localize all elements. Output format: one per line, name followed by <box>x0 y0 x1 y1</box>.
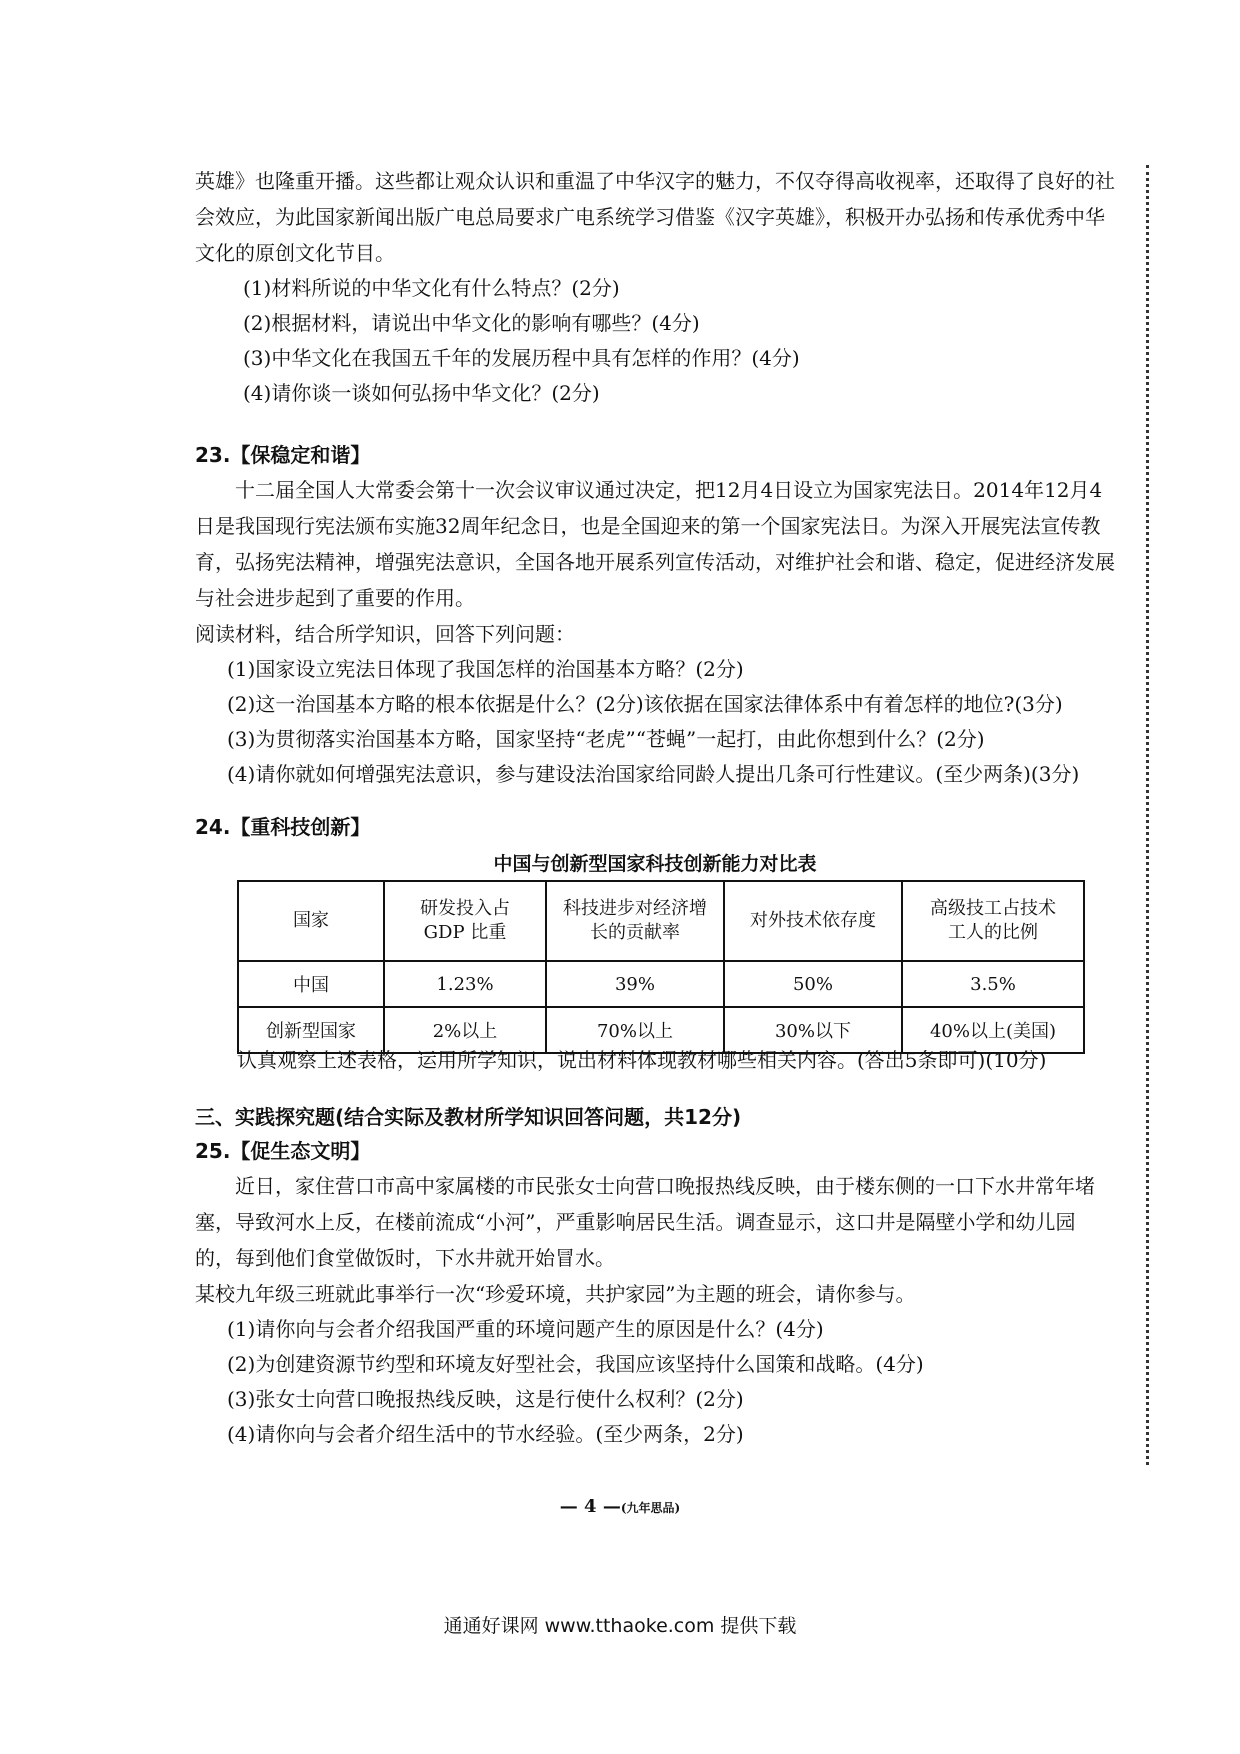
section3-heading: 三、实践探究题(结合实际及教材所学知识回答问题，共12分) <box>195 1105 742 1129</box>
q23-heading: 23.【保稳定和谐】 <box>195 443 371 467</box>
download-credit: 通通好课网 www.tthaoke.com 提供下载 <box>443 1615 797 1637</box>
comparison-table <box>237 880 1085 1054</box>
q25-question-3: (3)张女士向营口晚报热线反映，这是行使什么权利？(2分) <box>227 1387 744 1411</box>
q22-question-2: (2)根据材料，请说出中华文化的影响有哪些？(4分) <box>243 311 700 335</box>
binding-dotted-line <box>1146 165 1149 1465</box>
q22-continuation <box>195 163 1115 411</box>
q23-question-2: (2)这一治国基本方略的根本依据是什么？(2分)该依据在国家法律体系中有着怎样的地位?(3分) <box>227 692 1063 716</box>
table-header-cell: 对外技术依存度 <box>724 881 902 961</box>
q24-question: 认真观察上述表格，运用所学知识，说出材料体现教材哪些相关内容。(答出5条即可)(10分) <box>237 1048 1047 1072</box>
page-number <box>0 1496 1240 1517</box>
table-cell: 3.5% <box>902 961 1084 1007</box>
q25-question-1: (1)请你向与会者介绍我国严重的环境问题产生的原因是什么？(4分) <box>227 1317 824 1341</box>
q25-question-4: (4)请你向与会者介绍生活中的节水经验。(至少两条，2分) <box>227 1422 744 1446</box>
table-row <box>238 961 1084 1007</box>
page-number-text: — 4 — <box>559 1496 621 1517</box>
table-header-cell: 高级技工占技术 工人的比例 <box>902 881 1084 961</box>
q22-paragraph: 英雄》也隆重开播。这些都让观众认识和重温了中华汉字的魅力，不仅夺得高收视率，还取得了良好的社会效应，为此国家新闻出版广电总局要求广电系统学习借鉴《汉字英雄》，积极开办弘扬和传承优秀中华文化的原创文化节目。 <box>195 169 1115 265</box>
table-header-cell: 国家 <box>238 881 384 961</box>
q23-question-3: (3)为贯彻落实治国基本方略，国家坚持“老虎”“苍蝇”一起打，由此你想到什么？(2分) <box>227 727 985 751</box>
q24-section <box>195 810 1115 844</box>
q25-heading: 25.【促生态文明】 <box>195 1139 371 1163</box>
table-cell: 中国 <box>238 961 384 1007</box>
q25-section <box>195 1100 1115 1452</box>
q25-paragraph: 近日，家住营口市高中家属楼的市民张女士向营口晚报热线反映，由于楼东侧的一口下水井常年堵塞，导致河水上反，在楼前流成“小河”，严重影响居民生活。调查显示，这口井是隔壁小学和幼儿园的，每到他们食堂做饭时，下水井就开始冒水。 <box>195 1174 1095 1270</box>
q22-question-3: (3)中华文化在我国五千年的发展历程中具有怎样的作用？(4分) <box>243 346 800 370</box>
q23-section <box>195 438 1115 792</box>
q23-paragraph: 十二届全国人大常委会第十一次会议审议通过决定，把12月4日设立为国家宪法日。2014年12月4日是我国现行宪法颁布实施32周年纪念日，也是全国迎来的第一个国家宪法日。为深入开展宪法宣传教育，弘扬宪法精神，增强宪法意识，全国各地开展系列宣传活动，对维护社会和谐、稳定，促进经济发展与社会进步起到了重要的作用。 <box>195 478 1115 610</box>
table-header-row <box>238 881 1084 961</box>
table-cell: 39% <box>546 961 724 1007</box>
table-cell: 创新型国家 <box>238 1007 384 1053</box>
table-cell: 30%以下 <box>724 1007 902 1053</box>
table-header-cell: 研发投入占 GDP 比重 <box>384 881 546 961</box>
q25-prompt: 某校九年级三班就此事举行一次“珍爱环境，共护家园”为主题的班会，请你参与。 <box>195 1282 916 1306</box>
table-header-cell: 科技进步对经济增 长的贡献率 <box>546 881 724 961</box>
q22-question-4: (4)请你谈一谈如何弘扬中华文化？(2分) <box>243 381 600 405</box>
table-cell: 50% <box>724 961 902 1007</box>
table-cell: 40%以上(美国) <box>902 1007 1084 1053</box>
q23-prompt: 阅读材料，结合所学知识，回答下列问题： <box>195 622 575 646</box>
table-cell: 2%以上 <box>384 1007 546 1053</box>
q24-question-block <box>237 1042 1117 1078</box>
q24-heading: 24.【重科技创新】 <box>195 815 371 839</box>
q24-table-title: 中国与创新型国家科技创新能力对比表 <box>493 853 817 875</box>
table-cell: 70%以上 <box>546 1007 724 1053</box>
table-cell: 1.23% <box>384 961 546 1007</box>
q22-question-1: (1)材料所说的中华文化有什么特点？(2分) <box>243 276 620 300</box>
q23-question-4: (4)请你就如何增强宪法意识，参与建设法治国家给同龄人提出几条可行性建议。(至少两条)(3分) <box>227 762 1080 786</box>
page-note: (九年思品) <box>620 1501 681 1515</box>
q23-question-1: (1)国家设立宪法日体现了我国怎样的治国基本方略？(2分) <box>227 657 744 681</box>
q25-question-2: (2)为创建资源节约型和环境友好型社会，我国应该坚持什么国策和战略。(4分) <box>227 1352 924 1376</box>
